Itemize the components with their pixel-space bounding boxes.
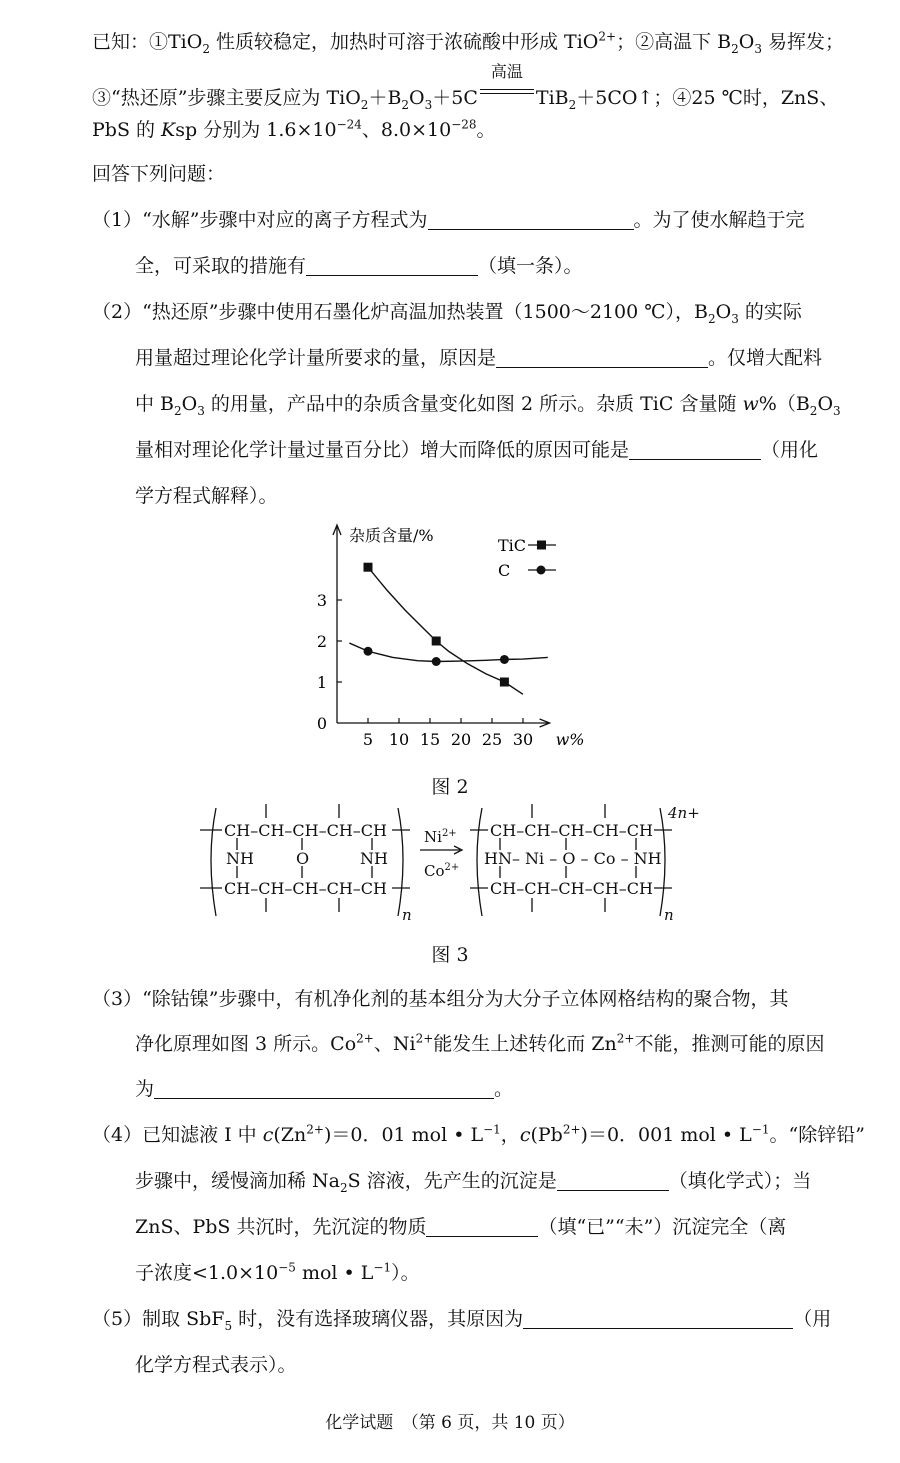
text: 、8.0×10: [361, 119, 452, 141]
reaction-equals-sign: [478, 62, 536, 106]
left-nh-2: NH: [360, 849, 388, 868]
italic: c: [262, 1124, 274, 1146]
text: 易挥发；: [761, 31, 845, 53]
figure-3-structure: [0, 798, 900, 928]
text: )＝0．01 mol • L: [323, 1124, 484, 1146]
text: ZnS、PbS 共沉时，先沉淀的物质: [135, 1216, 427, 1238]
sub: 2: [202, 41, 210, 56]
text: 时，没有选择玻璃仪器，其原因为: [232, 1308, 524, 1330]
text: 步骤中，缓慢滴加稀 Na: [135, 1170, 340, 1192]
x-tick-label: 20: [450, 730, 472, 749]
q1-line-1: [92, 206, 872, 234]
sub: 2: [568, 97, 577, 112]
y-tick-label: 2: [316, 632, 327, 651]
text: 的用量，产品中的杂质含量变化如图 2 所示。杂质 TiC 含量随: [204, 393, 743, 415]
sub: 5: [224, 1318, 233, 1333]
text: S 溶液，先产生的沉淀是: [347, 1170, 557, 1192]
series-line-C: [349, 643, 547, 661]
data-point-C: [364, 647, 373, 656]
data-point-C: [500, 655, 509, 664]
answer-blank[interactable]: [428, 209, 634, 230]
co-label: $Co^{2+}$: [424, 862, 460, 880]
sup: −24: [336, 117, 362, 132]
text: 。: [494, 1078, 514, 1100]
legend-label: TiC: [498, 536, 527, 555]
sup: −5: [278, 1260, 296, 1275]
text: 、Ni: [373, 1033, 416, 1055]
sub: 2: [707, 311, 716, 326]
text: 子浓度<1.0×10: [135, 1262, 279, 1284]
italic: w: [742, 393, 759, 415]
sub: 2: [731, 41, 739, 56]
text: PbS 的: [92, 119, 162, 141]
data-point-TiC: [500, 678, 509, 687]
right-top-chain: CH–CH–CH–CH–CH: [490, 821, 653, 840]
known-line-3: [92, 116, 872, 144]
figure-2-caption: 图 2: [431, 776, 469, 798]
text: （填化学式）；当: [668, 1170, 812, 1192]
legend-marker: [537, 566, 546, 575]
sub: 2: [809, 403, 818, 418]
legend-label: C: [498, 561, 511, 580]
sub: 3: [197, 403, 205, 418]
text: 。“除锌铅”: [769, 1124, 865, 1146]
text: （5）制取 SbF: [92, 1308, 225, 1330]
left-bottom-chain: CH–CH–CH–CH–CH: [224, 879, 387, 898]
text: ＋B: [368, 87, 402, 109]
sup: 2+: [562, 1122, 581, 1137]
text: 。为了使水解趋于完: [633, 209, 805, 231]
sub: 3: [754, 41, 762, 56]
right-bracket-open: [477, 808, 482, 916]
left-bracket-open: [211, 808, 216, 916]
left-nh-1: NH: [226, 849, 254, 868]
ni-label: $Ni^{2+}$: [424, 828, 457, 846]
text: （填“已”“未”）沉淀完全（离: [538, 1216, 787, 1238]
text: 。: [476, 119, 496, 141]
sup: 2+: [415, 1031, 434, 1046]
text: O: [817, 393, 834, 415]
sup: −28: [451, 117, 477, 132]
text: %（B: [758, 393, 810, 415]
q3-line-2: [135, 1030, 855, 1058]
figure-3-caption: 图 3: [431, 944, 469, 966]
sup: −1: [751, 1122, 770, 1137]
charge-label: 4n+: [668, 804, 700, 822]
known-line-2: [92, 62, 872, 112]
sub: 3: [424, 97, 433, 112]
sup: 2+: [306, 1122, 324, 1137]
sub: 2: [401, 97, 410, 112]
sub: 2: [340, 1180, 348, 1195]
answer-blank[interactable]: [426, 1216, 538, 1237]
sub: 2: [174, 403, 182, 418]
answer-blank[interactable]: [523, 1308, 793, 1329]
answer-blank[interactable]: [496, 347, 708, 368]
data-point-C: [432, 657, 441, 666]
text: （用: [793, 1308, 832, 1330]
y-tick-label: 1: [316, 673, 327, 692]
right-n-label: n: [664, 906, 674, 924]
series-line-TiC: [368, 567, 523, 694]
data-point-TiC: [364, 563, 373, 572]
text: O: [181, 393, 198, 415]
q4-line-3: [135, 1213, 855, 1241]
text: 为: [135, 1078, 155, 1100]
q2-line-2: [135, 344, 855, 372]
x-tick-label: 15: [419, 730, 441, 749]
left-o: O: [296, 849, 310, 868]
right-bottom-chain: CH–CH–CH–CH–CH: [490, 879, 653, 898]
x-axis-label: w%: [555, 730, 585, 749]
q4-line-1: [92, 1121, 872, 1149]
text: O: [738, 31, 755, 53]
q4-line-2: [135, 1167, 855, 1195]
text: （4）已知滤液 I 中: [92, 1124, 263, 1146]
left-bracket-close: [398, 808, 403, 916]
sub: 2: [360, 97, 369, 112]
text: 的实际: [738, 301, 802, 323]
left-n-label: n: [402, 906, 412, 924]
text: ＋5CO↑；④25 ℃时，ZnS、: [576, 87, 839, 109]
y-axis-label: 杂质含量/%: [349, 526, 434, 545]
text: ，: [500, 1124, 520, 1146]
q2-line-3: [135, 390, 855, 418]
answer-blank[interactable]: [154, 1078, 494, 1099]
text: ③“热还原”步骤主要反应为 TiO: [92, 87, 361, 109]
sup: 2+: [616, 1031, 635, 1046]
sup: −1: [373, 1260, 392, 1275]
sub: 3: [731, 311, 739, 326]
text: （1）“水解”步骤中对应的离子方程式为: [92, 209, 428, 231]
x-tick-label: 5: [362, 730, 374, 749]
text: (Pb: [530, 1124, 563, 1146]
text: 已知：①TiO: [92, 31, 203, 53]
page-footer: 化学试题 （第 6 页，共 10 页）: [325, 1413, 575, 1433]
answer-blank[interactable]: [306, 255, 478, 276]
x-tick-label: 30: [512, 730, 534, 749]
text: （用化: [761, 439, 819, 461]
sup: −1: [483, 1122, 501, 1137]
text: 净化原理如图 3 所示。Co: [135, 1033, 357, 1055]
text: ；②高温下 B: [616, 31, 732, 53]
q3-line-1: （3）“除钴镍”步骤中，有机净化剂的基本组分为大分子立体网格结构的聚合物，其: [92, 988, 789, 1010]
q5-line-2: 化学方程式表示）。: [135, 1354, 297, 1376]
text: 用量超过理论化学计量所要求的量，原因是: [135, 347, 497, 369]
answer-blank[interactable]: [629, 439, 761, 460]
data-point-TiC: [432, 637, 441, 646]
q2-line-5: 学方程式解释）。: [135, 485, 278, 507]
text: 不能，推测可能的原因: [634, 1033, 825, 1055]
text: 。仅增大配料: [708, 347, 823, 369]
text: 量相对理论化学计量过量百分比）增大而降低的原因可能是: [135, 439, 630, 461]
text: ＋5C: [432, 87, 478, 109]
text: O: [409, 87, 425, 109]
text: mol • L: [295, 1262, 374, 1284]
answer-blank[interactable]: [557, 1170, 669, 1191]
q2-line-4: [135, 436, 855, 464]
right-middle-chain: HN– Ni – O – Co – NH: [484, 849, 662, 868]
impurity-chart: [0, 515, 900, 795]
y-tick-label: 0: [316, 714, 327, 733]
q5-line-1: [92, 1305, 872, 1333]
y-tick-label: 3: [316, 591, 327, 610]
x-tick-label: 25: [481, 730, 503, 749]
text: （填一条）。: [478, 255, 583, 277]
text: TiB: [535, 87, 569, 109]
q3-line-3: [135, 1075, 855, 1103]
text: )＝0．001 mol • L: [580, 1124, 752, 1146]
text: 性质较稳定，加热时可溶于浓硫酸中形成 TiO: [209, 31, 599, 53]
text: ）。: [391, 1262, 420, 1284]
text: 中 B: [135, 393, 175, 415]
sup: 2+: [356, 1031, 374, 1046]
text: （2）“热还原”步骤中使用石墨化炉高温加热装置（1500～2100 ℃），B: [92, 301, 708, 323]
sup: 2+: [598, 29, 617, 44]
text: 全，可采取的措施有: [135, 255, 307, 277]
known-line-1: [92, 28, 872, 56]
text: (Zn: [273, 1124, 307, 1146]
text: sp 分别为 1.6×10: [175, 119, 337, 141]
left-top-chain: CH–CH–CH–CH–CH: [224, 821, 387, 840]
x-tick-label: 10: [388, 730, 410, 749]
q4-line-4: [135, 1259, 855, 1287]
text: O: [715, 301, 732, 323]
q1-line-2: [135, 252, 855, 280]
text: 能发生上述转化而 Zn: [433, 1033, 617, 1055]
italic: K: [161, 119, 176, 141]
legend-marker: [537, 541, 546, 550]
sub: 3: [833, 403, 841, 418]
italic: c: [519, 1124, 531, 1146]
reaction-condition: 高温: [490, 62, 523, 81]
answer-prompt: 回答下列问题：: [92, 163, 226, 185]
q2-line-1: [92, 298, 872, 326]
